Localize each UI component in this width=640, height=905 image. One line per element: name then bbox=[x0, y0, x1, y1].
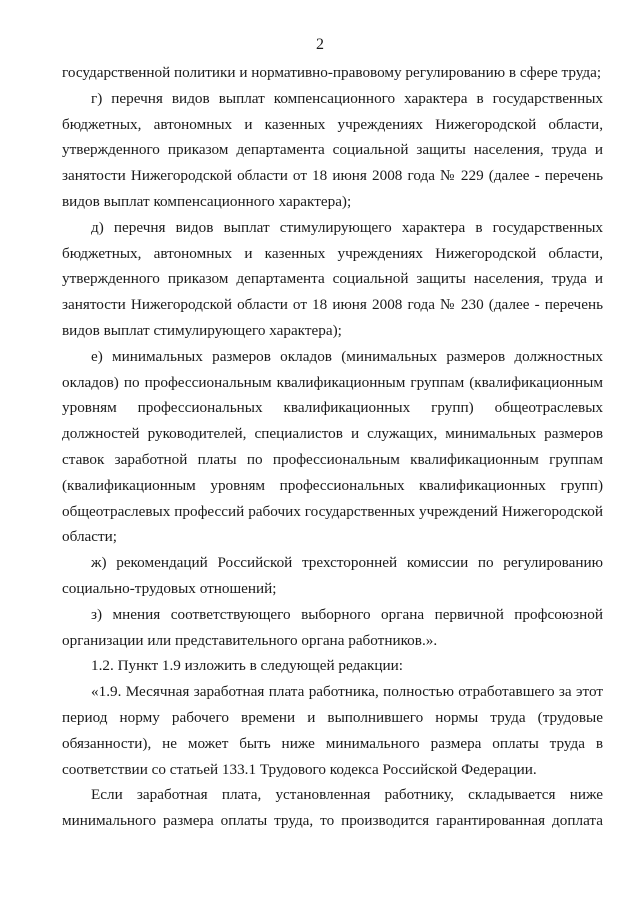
paragraph-minimum-wage: Если заработная плата, установленная работнику, складывается ниже минимального размера оплаты труда, то производится гарантированная доплата bbox=[62, 786, 603, 830]
paragraph-section-1-9: «1.9. Месячная заработная плата работника, полностью отработавшего за этот период норму рабочего времени и выполнившего нормы труда (трудовые обязанности), не может быть ниже минимального размера оплаты труда в соответствии со статьей 133.1 Трудового кодекса Российской Федерации. bbox=[62, 683, 603, 778]
paragraph-item-zh: ж) рекомендаций Российской трехсторонней комиссии по регулированию социально-трудовых отношений; bbox=[62, 554, 603, 597]
page-number: 2 bbox=[316, 36, 324, 53]
paragraph-continuation: государственной политики и нормативно-правовому регулированию в сфере труда; bbox=[62, 64, 602, 81]
paragraph-item-d: д) перечня видов выплат стимулирующего характера в государственных бюджетных, автономных и казенных учреждениях Нижегородской области, утвержденного приказом департамента социальной защиты населения, труда и занятости Нижегородской области от 18 июня 2008 года № 230 (далее - перечень видов выплат стимулирующего характера); bbox=[62, 218, 603, 339]
paragraph-section-1-2: 1.2. Пункт 1.9 изложить в следующей редакции: bbox=[91, 657, 404, 675]
paragraph-item-g: г) перечня видов выплат компенсационного характера в государственных бюджетных, автономных и казенных учреждениях Нижегородской области, утвержденного приказом департамента социальной защиты населения, труда и занятости Нижегородской области от 18 июня 2008 года № 229 (далее - перечень видов выплат компенсационного характера); bbox=[62, 89, 603, 210]
paragraph-item-z: з) мнения соответствующего выборного органа первичной профсоюзной организации или представительного органа работников.». bbox=[62, 605, 603, 649]
document-body bbox=[62, 60, 603, 834]
paragraph-item-e: е) минимальных размеров окладов (минимальных размеров должностных окладов) по профессиональным квалификационным группам (квалификационным уровням профессиональных квалификационных групп) общеотраслевых должностей руководителей, специалистов и служащих, минимальных размеров ставок заработной платы по профессиональным квалификационным группам (квалификационным уровням профессиональных квалификационных групп) общеотраслевых профессий рабочих государственных учреждений Нижегородской области; bbox=[62, 347, 603, 546]
